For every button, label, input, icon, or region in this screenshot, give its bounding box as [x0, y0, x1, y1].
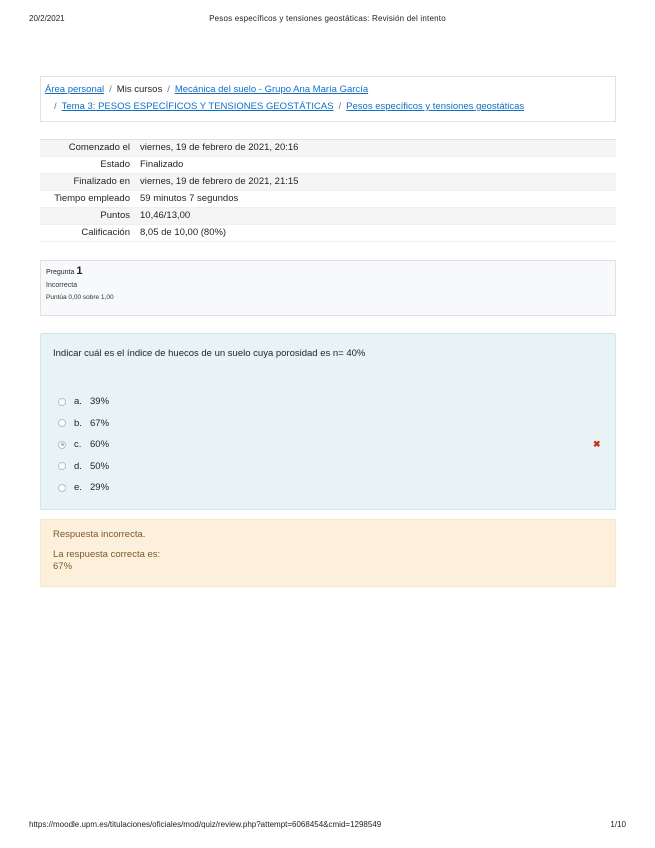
- answer-option-c[interactable]: [53, 434, 603, 456]
- radio-button[interactable]: [58, 462, 66, 470]
- summary-label: Puntos: [100, 210, 130, 221]
- radio-button[interactable]: [58, 398, 66, 406]
- answer-option-e[interactable]: [53, 477, 603, 499]
- answer-text: 39%: [90, 396, 110, 408]
- radio-button[interactable]: [58, 419, 66, 427]
- print-footer: [29, 820, 626, 832]
- answer-text: 60%: [90, 439, 110, 451]
- correct-answer-value: 67%: [53, 561, 73, 572]
- answer-option-d[interactable]: [53, 456, 603, 478]
- breadcrumb-separator: /: [109, 84, 112, 95]
- breadcrumb-area-personal[interactable]: Área personal: [45, 84, 105, 95]
- breadcrumb-separator: /: [338, 101, 342, 112]
- answer-list: [53, 391, 603, 499]
- summary-label: Calificación: [81, 227, 130, 238]
- breadcrumb: [40, 76, 616, 122]
- answer-text: 67%: [90, 417, 110, 429]
- summary-label: Tiempo empleado: [54, 193, 130, 204]
- print-title: Pesos específicos y tensiones geostáticas: Revisión del intento: [209, 14, 446, 23]
- breadcrumb-section[interactable]: Tema 3: PESOS ESPECÍFICOS Y TENSIONES GEOSTÁTICAS: [61, 101, 334, 112]
- print-header: [29, 14, 626, 26]
- answer-text: 29%: [90, 482, 110, 494]
- page-number: 1/10: [610, 820, 626, 829]
- summary-row-state: [40, 157, 616, 174]
- summary-value: viernes, 19 de febrero de 2021, 20:16: [140, 142, 299, 153]
- print-date: 20/2/2021: [29, 14, 65, 23]
- question-state: Incorrecta: [46, 282, 78, 289]
- question-formulation: [40, 333, 616, 510]
- feedback-box: [40, 519, 616, 587]
- print-url: https://moodle.upm.es/titulaciones/oficiales/mod/quiz/review.php?attempt=6068454&cmid=1298549: [29, 820, 382, 829]
- feedback-result: Respuesta incorrecta.: [53, 529, 146, 540]
- radio-button-selected[interactable]: [58, 441, 66, 449]
- answer-letter: e.: [74, 482, 82, 494]
- radio-button[interactable]: [58, 484, 66, 492]
- question-info: [40, 260, 616, 316]
- question-number-value: 1: [76, 265, 83, 277]
- answer-letter: a.: [74, 396, 82, 408]
- breadcrumb-separator: /: [54, 101, 57, 112]
- summary-row-points: [40, 208, 616, 225]
- summary-label: Comenzado el: [68, 142, 130, 153]
- answer-letter: c.: [74, 439, 82, 451]
- question-label: Pregunta: [46, 269, 75, 276]
- breadcrumb-course[interactable]: Mecánica del suelo - Grupo Ana María García: [174, 84, 369, 95]
- summary-value: 8,05 de 10,00 (80%): [140, 227, 227, 238]
- correct-answer-label: La respuesta correcta es:: [53, 549, 161, 560]
- answer-letter: b.: [74, 417, 82, 429]
- summary-value: Finalizado: [140, 159, 184, 170]
- incorrect-cross-icon: ✖: [593, 439, 601, 449]
- summary-value: 10,46/13,00: [140, 210, 191, 221]
- summary-value: viernes, 19 de febrero de 2021, 21:15: [140, 176, 299, 187]
- breadcrumb-separator: /: [167, 84, 170, 95]
- breadcrumb-quiz[interactable]: Pesos específicos y tensiones geostáticas: [346, 101, 525, 112]
- summary-label: Estado: [100, 159, 130, 170]
- answer-option-b[interactable]: [53, 413, 603, 435]
- summary-row-time: [40, 191, 616, 208]
- answer-text: 50%: [90, 460, 110, 472]
- summary-row-grade: [40, 225, 616, 242]
- question-grade: Puntúa 0,00 sobre 1,00: [46, 294, 114, 301]
- summary-value: 59 minutos 7 segundos: [140, 193, 239, 204]
- summary-row-finished: [40, 174, 616, 191]
- summary-label: Finalizado en: [73, 176, 130, 187]
- question-text: Indicar cuál es el índice de huecos de un suelo cuya porosidad es n= 40%: [53, 348, 366, 359]
- question-number: [46, 265, 610, 277]
- summary-row-started: [40, 140, 616, 157]
- attempt-summary-table: [40, 139, 616, 242]
- answer-letter: d.: [74, 460, 82, 472]
- breadcrumb-mis-cursos: Mis cursos: [116, 84, 163, 95]
- answer-option-a[interactable]: [53, 391, 603, 413]
